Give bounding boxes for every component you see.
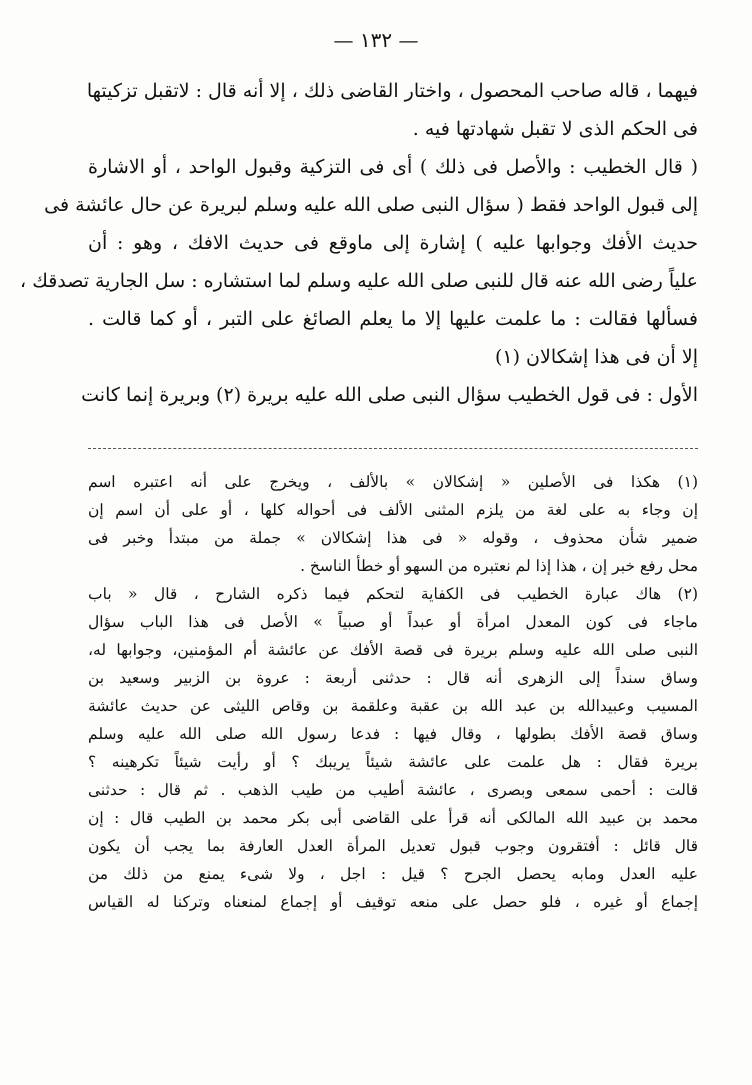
footnote-line: عليه العدل ومابه يحصل الجرح ؟ قيل : اجل ، ولا شىء يمنع من ذلك من [88, 865, 698, 883]
body-line: الأول : فى قول الخطيب سؤال النبى صلى الله عليه بريرة (٢) وبريرة إنما كانت [81, 384, 698, 406]
footnote-line: (١) هكذا فى الأصلين « إشكالان » بالألف ، ويخرج على أنه اعتبره اسم [88, 473, 698, 491]
body-line: فى الحكم الذى لا تقبل شهادتها فيه . [412, 118, 698, 140]
footnote-divider [88, 448, 698, 449]
body-line: إلا أن فى هذا إشكالان (١) [494, 346, 698, 368]
footnote-line: المسيب وعبيدالله بن عبد الله بن عقبة وعلقمة بن وقاص الليثى عن حديث عائشة [88, 697, 698, 715]
footnote-line: محل رفع خبر إن ، هذا إذا لم نعتبره من السهو أو خطأ الناسخ . [300, 557, 698, 575]
body-line: فسألها فقالت : ما علمت عليها إلا ما يعلم الصائغ على التبر ، أو كما قالت . [88, 308, 698, 330]
body-line: ( قال الخطيب : والأصل فى ذلك ) أى فى التزكية وقبول الواحد ، أو الاشارة [88, 156, 698, 178]
body-line: إلى قبول الواحد فقط ( سؤال النبى صلى الله عليه وسلم لبريرة عن حال عائشة فى [44, 194, 698, 216]
body-line: علياً رضى الله عنه قال للنبى صلى الله عليه وسلم لما استشاره : سل الجارية تصدقك ، [20, 270, 698, 292]
footnote-line: ضمير شأن محذوف ، وقوله « فى هذا إشكالان » جملة من مبتدأ وخبر فى [88, 529, 698, 547]
footnote-line: بريرة فقال : هل علمت على عائشة شيئاً يريبك ؟ أو رأيت شيئاً تكرهينه ؟ [88, 753, 698, 771]
main-text [20, 72, 698, 414]
page-number: — ١٣٢ — [333, 28, 419, 52]
footnote-line: وساق قصة الأفك بطولها ، وقال فيها : فدعا رسول الله صلى الله عليه وسلم [88, 725, 698, 743]
footnote-line: إجماع أو غيره ، فلو حصل على منعه توقيف أو إجماع لمنعناه وتركنا له القياس [88, 893, 698, 911]
footnote-line: ماجاء فى كون المعدل امرأة أو عبداً أو صبياً » الأصل فى هذا الباب سؤال [88, 613, 698, 631]
footnote-line: إن وجاء به على لغة من يلزم المثنى الألف فى أحواله كلها ، أو على أن اسم إن [88, 501, 698, 519]
body-line: حديث الأفك وجوابها عليه ) إشارة إلى ماوقع فى حديث الافك ، وهو : أن [88, 232, 698, 254]
footnote-line: النبى صلى الله عليه وسلم بريرة فى قصة الأفك عن عائشة أم المؤمنين، وجوابها له، [88, 641, 698, 659]
footnote-line: محمد بن عبيد الله المالكى أنه قرأ على القاضى أبى بكر محمد بن الطيب قال : إن [88, 809, 698, 827]
footnote-line: قال قائل : أفتقرون وجوب قبول تعديل المرأة العدل العارفة بما يجب أن يكون [88, 837, 698, 855]
footnotes [88, 468, 698, 916]
body-line: فيهما ، قاله صاحب المحصول ، واختار القاضى ذلك ، إلا أنه قال : لاتقبل تزكيتها [86, 80, 698, 102]
footnote-line: قالت : أحمى سمعى وبصرى ، عائشة أطيب من طيب الذهب . ثم قال : حدثنى [88, 781, 698, 799]
footnote-line: (٢) هاك عبارة الخطيب فى الكفاية لتحكم فيما ذكره الشارح ، قال « باب [88, 585, 698, 603]
footnote-line: وساق سنداً إلى الزهرى أنه قال : حدثنى أربعة : عروة بن الزبير وسعيد بن [88, 669, 698, 687]
